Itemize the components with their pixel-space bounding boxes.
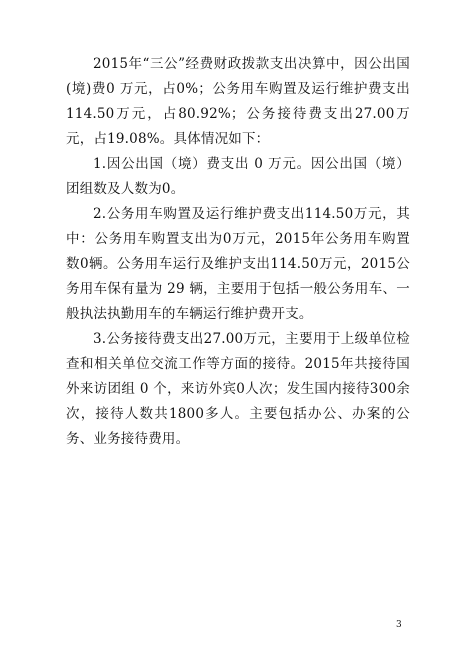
document-body <box>66 52 410 452</box>
paragraph-official-reception: 3.公务接待费支出27.00万元，主要用于上级单位检查和相关单位交流工作等方面的接待。2015年共接待国外来访团组 0 个，来访外宾0人次；发生国内接待300余次，接待人数共1800多人。主要包括办公、办案的公务、业务接待费用。 <box>66 331 410 447</box>
paragraph-summary: 2015年“三公”经费财政拨款支出决算中，因公出国(境)费0 万元，占0%；公务用车购置及运行维护费支出114.50万元，占80.92%；公务接待费支出27.00万元，占19.08%。具体情况如下： <box>66 56 410 147</box>
paragraph-official-vehicles: 2.公务用车购置及运行维护费支出114.50万元，其中：公务用车购置支出为0万元，2015年公务用车购置数0辆。公务用车运行及维护支出114.50万元，2015公务用车保有量为 29 辆，主要用于包括一般公务用车、一般执法执勤用车的车辆运行维护费开支。 <box>66 206 410 322</box>
paragraph-overseas-travel: 1.因公出国（境）费支出 0 万元。因公出国（境）团组数及人数为0。 <box>66 156 410 197</box>
page-number: 3 <box>396 620 402 630</box>
